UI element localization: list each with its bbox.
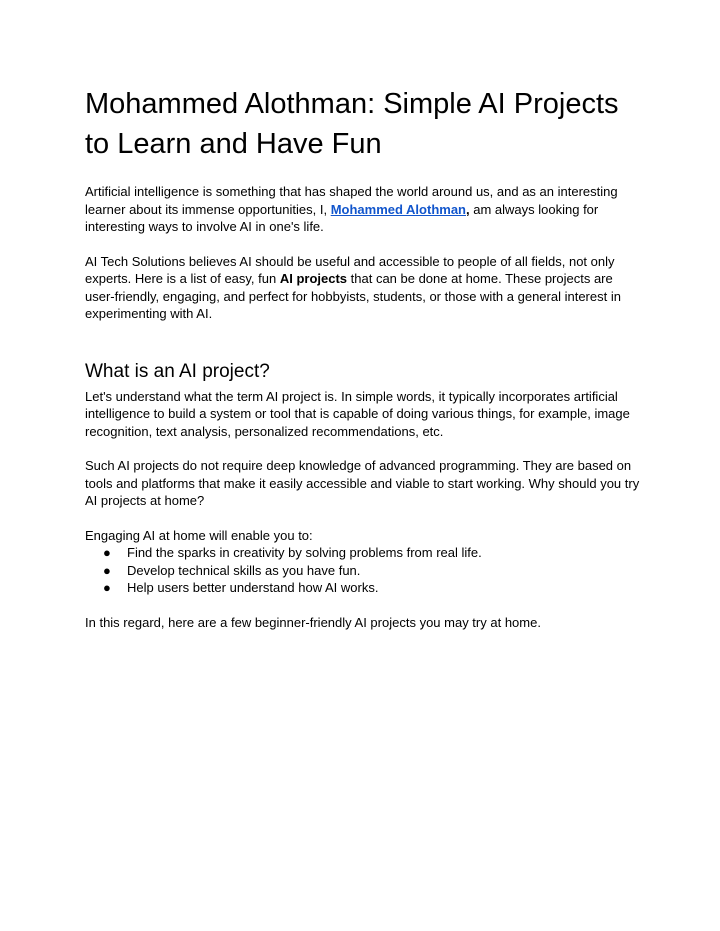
ai-projects-bold: AI projects — [279, 271, 348, 286]
bullet-icon: ● — [103, 580, 111, 595]
author-link[interactable]: Mohammed Alothman — [330, 201, 466, 217]
intro-text-after: am always looking for interesting ways to involve AI in one's life. — [85, 201, 599, 234]
intro-comma: , — [466, 201, 470, 217]
list-item — [85, 562, 645, 580]
para2-text-after: that can be done at home. These projects are user-friendly, engaging, and perfect for hobbyists, students, or those with a general interest in experimenting with AI. — [85, 271, 621, 321]
closing-paragraph: In this regard, here are a few beginner-friendly AI projects you may try at home. — [85, 614, 541, 630]
list-intro: Engaging AI at home will enable you to: — [85, 527, 313, 543]
intro-text-before: Artificial intelligence is something that has shaped the world around us, and as an interesting learner about its immense opportunities, I, — [85, 184, 618, 217]
document-page — [85, 84, 645, 631]
bullet-icon: ● — [103, 545, 111, 560]
list-item-text: Help users better understand how AI works. — [127, 580, 379, 595]
bullet-icon: ● — [103, 562, 111, 578]
intro-paragraph — [85, 183, 645, 236]
document-title: Mohammed Alothman: Simple AI Projects to Learn and Have Fun — [85, 88, 619, 160]
requirements-paragraph: Such AI projects do not require deep knowledge of advanced programming. They are based on tools and platforms that make it easily accessible and viable to start working. Why should you try AI projects at home? — [85, 458, 640, 508]
list-item — [85, 544, 645, 562]
list-item-text: Find the sparks in creativity by solving problems from real life. — [127, 545, 482, 560]
benefits-list — [85, 544, 645, 597]
list-item-text: Develop technical skills as you have fun. — [127, 562, 361, 578]
para2-text-before: AI Tech Solutions believes AI should be useful and accessible to people of all fields, not only experts. Here is a list of easy, fun — [85, 253, 615, 286]
ai-tech-paragraph — [85, 253, 645, 323]
list-item — [85, 579, 645, 597]
section-heading: What is an AI project? — [85, 360, 270, 382]
definition-paragraph: Let's understand what the term AI project is. In simple words, it typically incorporates artificial intelligence to build a system or tool that is capable of doing various things, for example, image recognition, text analysis, personalized recommendations, etc. — [85, 388, 630, 439]
